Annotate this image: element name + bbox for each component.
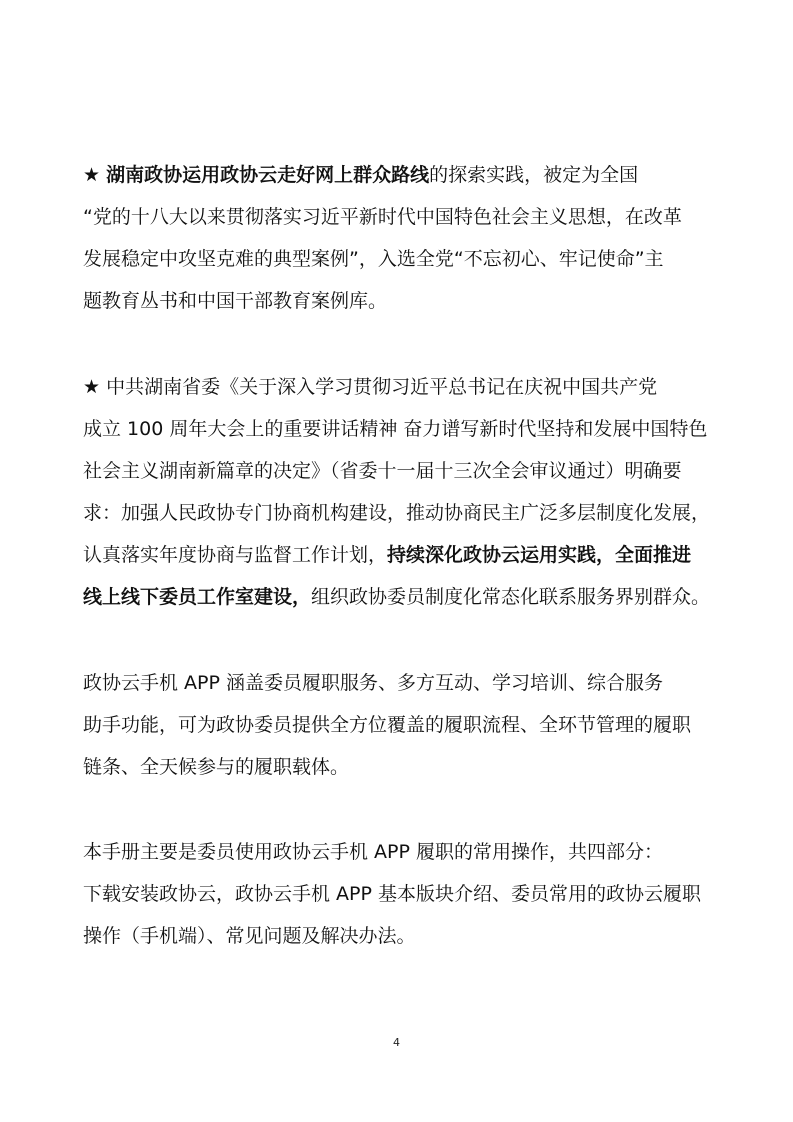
paragraph-2	[83, 366, 723, 618]
text-line: 社会主义湖南新篇章的决定》（省委十一届十三次全会审议通过）明确要	[83, 460, 682, 482]
line-text: 组织政协委员制度化常态化联系服务界别群众。	[311, 586, 711, 608]
text-line: 成立 100 周年大会上的重要讲话精神 奋力谱写新时代坚持和发展中国特色	[83, 418, 708, 440]
bold-phrase: 持续深化政协云运用实践，全面推进	[387, 544, 692, 566]
text-line: 政协云手机 APP 涵盖委员履职服务、多方互动、学习培训、综合服务	[83, 672, 663, 694]
text-line: “党的十八大以来贯彻落实习近平新时代中国特色社会主义思想，在改革	[83, 206, 682, 228]
text-line: 助手功能，可为政协委员提供全方位覆盖的履职流程、全环节管理的履职	[83, 714, 692, 736]
paragraph-3	[83, 662, 723, 788]
text-line: 下载安装政协云，政协云手机 APP 基本版块介绍、委员常用的政协云履职	[83, 883, 701, 905]
paragraph-1	[83, 154, 723, 322]
text-line	[83, 576, 723, 618]
text-line	[83, 534, 723, 576]
text-line: 求：加强人民政协专门协商机构建设，推动协商民主广泛多层制度化发展，	[83, 502, 711, 524]
text-line: 操作（手机端）、常见问题及解决办法。	[83, 925, 416, 947]
bold-phrase: 线上线下委员工作室建设，	[83, 586, 312, 608]
text-line: ★ 中共湖南省委《关于深入学习贯彻习近平总书记在庆祝中国共产党	[83, 376, 658, 398]
line-text: 的探索实践，被定为全国	[429, 164, 639, 186]
bold-phrase: 湖南政协运用政协云走好网上群众路线	[106, 164, 430, 186]
star-bullet-text: ★	[83, 164, 107, 186]
text-line: 本手册主要是委员使用政协云手机 APP 履职的常用操作，共四部分：	[83, 841, 663, 863]
text-line: 发展稳定中攻坚克难的典型案例”，入选全党“不忘初心、牢记使命”主	[83, 248, 664, 270]
text-line: 题教育丛书和中国干部教育案例库。	[83, 290, 388, 312]
text-line	[83, 154, 723, 196]
line-text: 认真落实年度协商与监督工作计划，	[83, 544, 388, 566]
paragraph-4	[83, 831, 723, 957]
text-line: 链条、全天候参与的履职载体。	[83, 756, 350, 778]
page-number: 4	[393, 1036, 400, 1049]
